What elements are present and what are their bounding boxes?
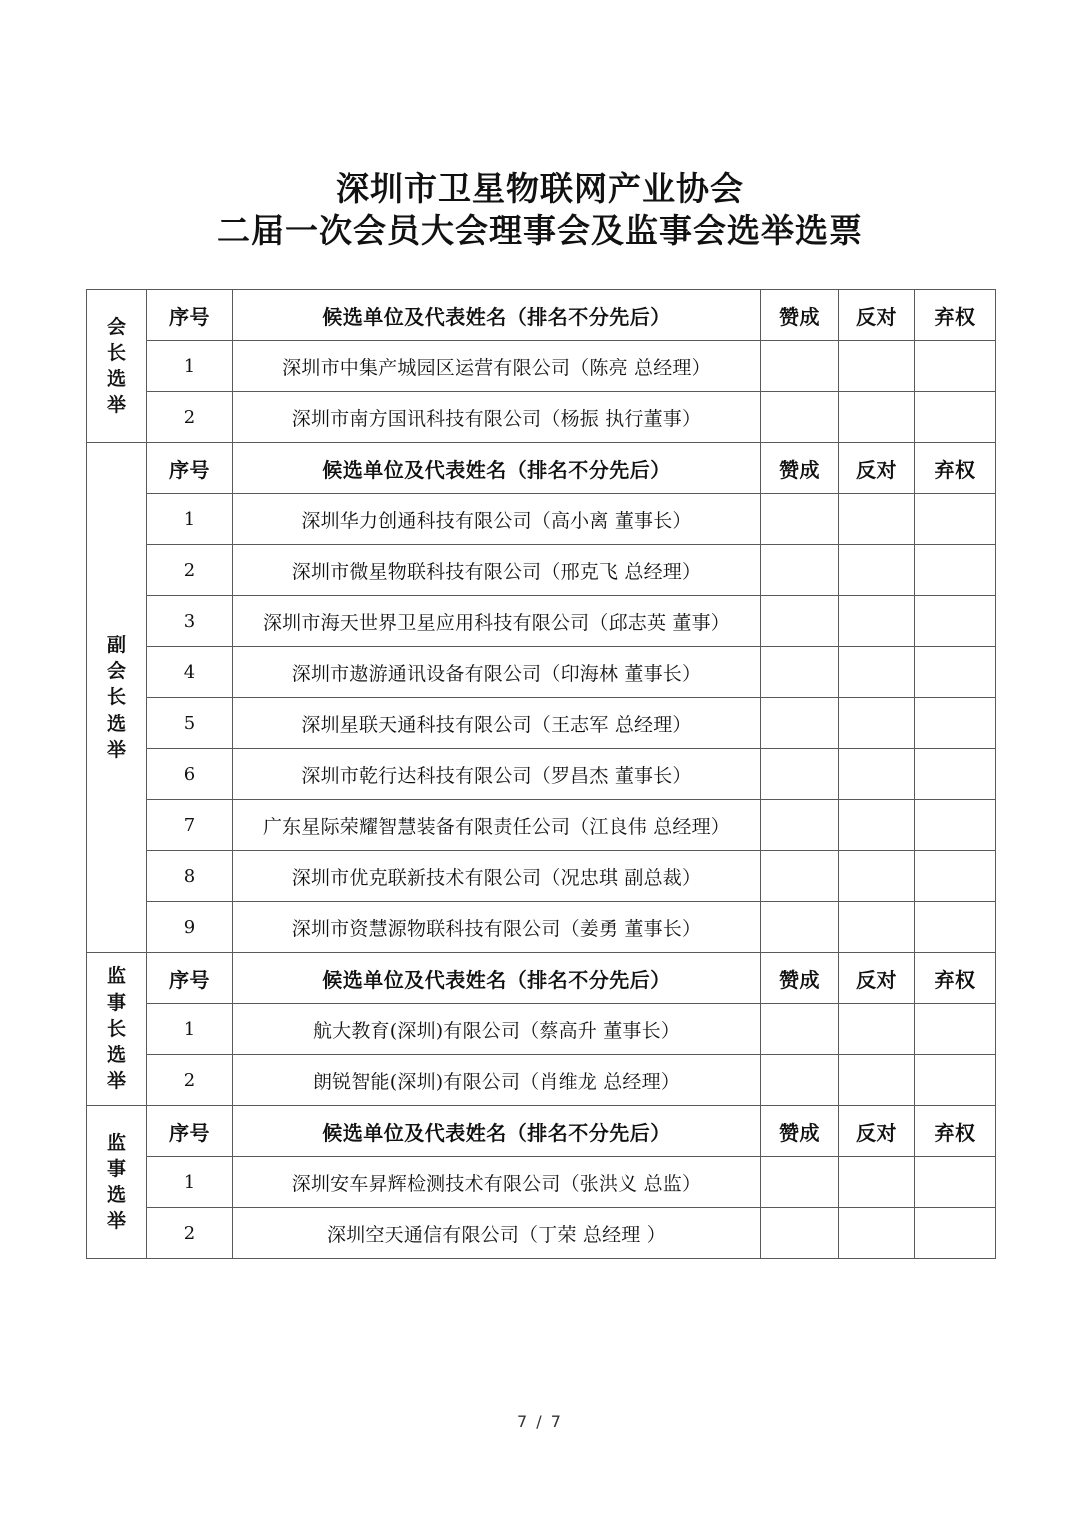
candidate-name: 深圳市海天世界卫星应用科技有限公司（邱志英 董事）: [233, 596, 761, 647]
candidate-name: 深圳市南方国讯科技有限公司（杨振 执行董事）: [233, 392, 761, 443]
table-row: [87, 392, 996, 443]
vote-approve-cell[interactable]: [761, 1055, 839, 1106]
table-header-row: [87, 443, 996, 494]
candidate-name: 深圳星联天通科技有限公司（王志军 总经理）: [233, 698, 761, 749]
table-row: [87, 596, 996, 647]
vote-abstain-cell[interactable]: [915, 749, 996, 800]
vote-oppose-cell[interactable]: [839, 1157, 915, 1208]
vote-approve-cell[interactable]: [761, 902, 839, 953]
vote-approve-cell[interactable]: [761, 1004, 839, 1055]
vote-approve-cell[interactable]: [761, 1157, 839, 1208]
candidate-index: 1: [147, 1157, 233, 1208]
table-row: [87, 698, 996, 749]
table-header-approve: 赞成: [761, 1106, 839, 1157]
candidate-index: 2: [147, 1055, 233, 1106]
table-row: [87, 1157, 996, 1208]
table-header-row: [87, 290, 996, 341]
vote-approve-cell[interactable]: [761, 494, 839, 545]
vote-abstain-cell[interactable]: [915, 596, 996, 647]
candidate-index: 2: [147, 545, 233, 596]
section-group-label-cell: [87, 443, 147, 953]
candidate-name: 深圳安车昇辉检测技术有限公司（张洪义 总监）: [233, 1157, 761, 1208]
vote-oppose-cell[interactable]: [839, 596, 915, 647]
vote-oppose-cell[interactable]: [839, 494, 915, 545]
vote-abstain-cell[interactable]: [915, 800, 996, 851]
candidate-name: 深圳市资慧源物联科技有限公司（姜勇 董事长）: [233, 902, 761, 953]
vote-abstain-cell[interactable]: [915, 851, 996, 902]
candidate-index: 8: [147, 851, 233, 902]
document-title: [0, 168, 1080, 252]
vote-oppose-cell[interactable]: [839, 545, 915, 596]
vote-abstain-cell[interactable]: [915, 902, 996, 953]
table-header-abstain: 弃权: [915, 290, 996, 341]
table-header-candidate: 候选单位及代表姓名（排名不分先后）: [233, 290, 761, 341]
candidate-index: 7: [147, 800, 233, 851]
table-row: [87, 341, 996, 392]
vote-oppose-cell[interactable]: [839, 1208, 915, 1259]
table-header-row: [87, 1106, 996, 1157]
table-header-abstain: 弃权: [915, 953, 996, 1004]
candidate-index: 4: [147, 647, 233, 698]
vote-approve-cell[interactable]: [761, 749, 839, 800]
section-group-label-cell: [87, 1106, 147, 1259]
table-header-index: 序号: [147, 290, 233, 341]
table-row: [87, 800, 996, 851]
section-group-label-cell: [87, 290, 147, 443]
candidate-name: 深圳市中集产城园区运营有限公司（陈亮 总经理）: [233, 341, 761, 392]
title-line-organization: 深圳市卫星物联网产业协会: [336, 169, 744, 208]
candidate-name: 朗锐智能(深圳)有限公司（肖维龙 总经理）: [233, 1055, 761, 1106]
table-header-abstain: 弃权: [915, 1106, 996, 1157]
table-header-approve: 赞成: [761, 953, 839, 1004]
section-group-label-cell: [87, 953, 147, 1106]
table-header-approve: 赞成: [761, 443, 839, 494]
candidate-name: 深圳空天通信有限公司（丁荣 总经理 ）: [233, 1208, 761, 1259]
title-line-subject: 二届一次会员大会理事会及监事会选举选票: [217, 211, 863, 251]
vote-approve-cell[interactable]: [761, 851, 839, 902]
table-row: [87, 545, 996, 596]
section-group-label: 监事长选举: [106, 965, 126, 1093]
table-row: [87, 902, 996, 953]
candidate-index: 5: [147, 698, 233, 749]
vote-oppose-cell[interactable]: [839, 800, 915, 851]
vote-oppose-cell[interactable]: [839, 698, 915, 749]
vote-abstain-cell[interactable]: [915, 392, 996, 443]
section-group-label: 副会长选举: [106, 633, 126, 761]
candidate-name: 深圳市优克联新技术有限公司（况忠琪 副总裁）: [233, 851, 761, 902]
vote-abstain-cell[interactable]: [915, 1055, 996, 1106]
table-row: [87, 851, 996, 902]
vote-abstain-cell[interactable]: [915, 1208, 996, 1259]
table-header-oppose: 反对: [839, 443, 915, 494]
vote-oppose-cell[interactable]: [839, 647, 915, 698]
table-row: [87, 1208, 996, 1259]
table-row: [87, 749, 996, 800]
candidate-index: 1: [147, 341, 233, 392]
vote-abstain-cell[interactable]: [915, 545, 996, 596]
vote-abstain-cell[interactable]: [915, 647, 996, 698]
candidate-name: 深圳华力创通科技有限公司（高小离 董事长）: [233, 494, 761, 545]
vote-approve-cell[interactable]: [761, 1208, 839, 1259]
vote-abstain-cell[interactable]: [915, 1157, 996, 1208]
table-header-row: [87, 953, 996, 1004]
candidate-index: 1: [147, 1004, 233, 1055]
vote-abstain-cell[interactable]: [915, 341, 996, 392]
table-header-index: 序号: [147, 953, 233, 1004]
vote-oppose-cell[interactable]: [839, 1055, 915, 1106]
table-row: [87, 647, 996, 698]
table-header-oppose: 反对: [839, 953, 915, 1004]
table-row: [87, 494, 996, 545]
vote-abstain-cell[interactable]: [915, 1004, 996, 1055]
section-group-label: 监事选举: [106, 1131, 126, 1233]
vote-abstain-cell[interactable]: [915, 698, 996, 749]
candidate-index: 3: [147, 596, 233, 647]
table-header-candidate: 候选单位及代表姓名（排名不分先后）: [233, 443, 761, 494]
page-number: 7 / 7: [517, 1412, 563, 1431]
vote-approve-cell[interactable]: [761, 596, 839, 647]
candidate-index: 1: [147, 494, 233, 545]
section-group-label: 会长选举: [106, 315, 126, 417]
vote-oppose-cell[interactable]: [839, 1004, 915, 1055]
table-header-oppose: 反对: [839, 290, 915, 341]
vote-oppose-cell[interactable]: [839, 392, 915, 443]
table-header-candidate: 候选单位及代表姓名（排名不分先后）: [233, 953, 761, 1004]
vote-oppose-cell[interactable]: [839, 851, 915, 902]
table-row: [87, 1055, 996, 1106]
vote-oppose-cell[interactable]: [839, 341, 915, 392]
table-header-approve: 赞成: [761, 290, 839, 341]
vote-oppose-cell[interactable]: [839, 902, 915, 953]
table-header-abstain: 弃权: [915, 443, 996, 494]
ballot-table: [86, 289, 996, 1259]
candidate-index: 6: [147, 749, 233, 800]
vote-approve-cell[interactable]: [761, 341, 839, 392]
table-row: [87, 1004, 996, 1055]
vote-approve-cell[interactable]: [761, 545, 839, 596]
vote-abstain-cell[interactable]: [915, 494, 996, 545]
candidate-name: 广东星际荣耀智慧装备有限责任公司（江良伟 总经理）: [233, 800, 761, 851]
vote-approve-cell[interactable]: [761, 392, 839, 443]
table-header-candidate: 候选单位及代表姓名（排名不分先后）: [233, 1106, 761, 1157]
vote-approve-cell[interactable]: [761, 698, 839, 749]
candidate-name: 深圳市遨游通讯设备有限公司（印海林 董事长）: [233, 647, 761, 698]
candidate-name: 深圳市微星物联科技有限公司（邢克飞 总经理）: [233, 545, 761, 596]
table-header-index: 序号: [147, 443, 233, 494]
candidate-index: 9: [147, 902, 233, 953]
vote-approve-cell[interactable]: [761, 647, 839, 698]
table-header-index: 序号: [147, 1106, 233, 1157]
vote-approve-cell[interactable]: [761, 800, 839, 851]
candidate-index: 2: [147, 1208, 233, 1259]
table-header-oppose: 反对: [839, 1106, 915, 1157]
candidate-index: 2: [147, 392, 233, 443]
candidate-name: 深圳市乾行达科技有限公司（罗昌杰 董事长）: [233, 749, 761, 800]
candidate-name: 航大教育(深圳)有限公司（蔡高升 董事长）: [233, 1004, 761, 1055]
vote-oppose-cell[interactable]: [839, 749, 915, 800]
